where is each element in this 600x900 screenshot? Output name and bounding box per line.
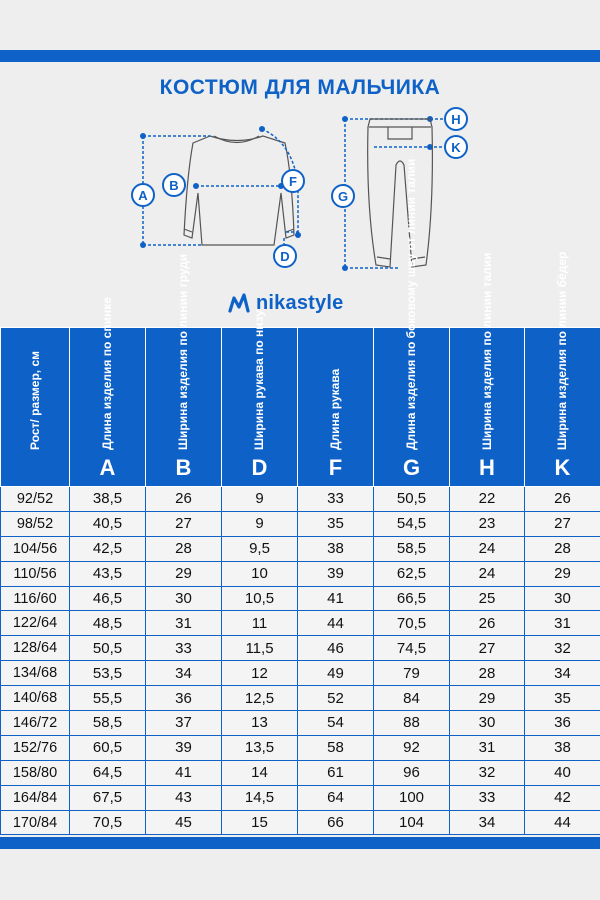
measurement-cell: 32 <box>525 636 600 661</box>
measurement-cell: 31 <box>450 735 525 760</box>
column-header <box>374 158 450 487</box>
measurement-cell: 38 <box>525 735 600 760</box>
badge-g <box>332 185 354 207</box>
column-header <box>146 253 222 487</box>
badge-f <box>282 170 304 192</box>
measurement-cell: 24 <box>450 561 525 586</box>
measurement-cell: 42 <box>525 785 600 810</box>
measurement-cell: 58,5 <box>70 711 146 736</box>
measurement-cell: 33 <box>298 487 374 512</box>
column-header-label: Ширина изделия по линии бёдер <box>555 251 569 450</box>
measurement-cell: 37 <box>146 711 222 736</box>
measurement-cell: 46 <box>298 636 374 661</box>
measurement-cell: 23 <box>450 511 525 536</box>
measurement-cell: 92 <box>374 735 450 760</box>
svg-text:A: A <box>138 188 148 203</box>
measurement-cell: 84 <box>374 686 450 711</box>
measurement-cell: 31 <box>146 611 222 636</box>
measurement-cell: 44 <box>525 810 600 835</box>
measurement-cell: 32 <box>450 760 525 785</box>
table-row <box>1 760 600 785</box>
column-header <box>70 297 146 487</box>
measurement-cell: 40,5 <box>70 511 146 536</box>
column-header-label: Длина изделия по спинке <box>100 297 114 450</box>
column-header <box>1 328 70 487</box>
measurement-cell: 27 <box>146 511 222 536</box>
measurement-cell: 66,5 <box>374 586 450 611</box>
size-cell: 158/80 <box>1 760 70 785</box>
column-header <box>525 251 600 487</box>
top-accent-bar <box>0 50 600 62</box>
svg-text:D: D <box>280 249 290 264</box>
measurement-cell: 100 <box>374 785 450 810</box>
table-row <box>1 686 600 711</box>
table-row <box>1 487 600 512</box>
measurement-cell: 67,5 <box>70 785 146 810</box>
measurement-cell: 14 <box>222 760 298 785</box>
svg-text:B: B <box>169 178 179 193</box>
measurement-cell: 15 <box>222 810 298 835</box>
size-cell: 146/72 <box>1 711 70 736</box>
measurement-cell: 10,5 <box>222 586 298 611</box>
badge-h <box>445 108 467 130</box>
measurement-cell: 25 <box>450 586 525 611</box>
badge-b <box>163 174 185 196</box>
size-cell: 140/68 <box>1 686 70 711</box>
measurement-cell: 9 <box>222 511 298 536</box>
measurement-cell: 35 <box>525 686 600 711</box>
measurement-cell: 13,5 <box>222 735 298 760</box>
badge-k <box>445 136 467 158</box>
table-row <box>1 586 600 611</box>
column-header-letter: H <box>479 455 495 480</box>
measurement-cell: 31 <box>525 611 600 636</box>
column-header-letter: K <box>554 455 571 480</box>
measurement-cell: 28 <box>450 661 525 686</box>
measurement-cell: 36 <box>525 711 600 736</box>
measurement-cell: 38,5 <box>70 487 146 512</box>
measurement-cell: 30 <box>450 711 525 736</box>
measurement-cell: 41 <box>298 586 374 611</box>
table-row <box>1 735 600 760</box>
measurement-cell: 33 <box>450 785 525 810</box>
measurement-cell: 58 <box>298 735 374 760</box>
measurement-cell: 61 <box>298 760 374 785</box>
measurement-cell: 45 <box>146 810 222 835</box>
measurement-cell: 22 <box>450 487 525 512</box>
measurement-cell: 29 <box>525 561 600 586</box>
measurement-cell: 30 <box>146 586 222 611</box>
size-cell: 164/84 <box>1 785 70 810</box>
measurement-cell: 79 <box>374 661 450 686</box>
measurement-cell: 28 <box>146 536 222 561</box>
size-cell: 98/52 <box>1 511 70 536</box>
measurement-cell: 33 <box>146 636 222 661</box>
measurement-cell: 26 <box>525 487 600 512</box>
measurement-cell: 41 <box>146 760 222 785</box>
size-cell: 152/76 <box>1 735 70 760</box>
measurement-cell: 26 <box>450 611 525 636</box>
measurement-cell: 60,5 <box>70 735 146 760</box>
table-body <box>1 487 600 835</box>
brand-logo <box>228 288 343 318</box>
measurement-cell: 36 <box>146 686 222 711</box>
size-cell: 128/64 <box>1 636 70 661</box>
measurement-cell: 48,5 <box>70 611 146 636</box>
size-cell: 170/84 <box>1 810 70 835</box>
pants-illustration <box>368 119 433 267</box>
column-header-letter: F <box>328 455 343 480</box>
svg-text:F: F <box>289 174 297 189</box>
column-header-label: Длина изделия по боковому шву от линии талии <box>404 158 418 450</box>
measurement-cell: 14,5 <box>222 785 298 810</box>
measurement-cell: 34 <box>525 661 600 686</box>
badge-a <box>132 184 154 206</box>
size-cell: 122/64 <box>1 611 70 636</box>
measurement-cell: 29 <box>146 561 222 586</box>
column-header-letter: A <box>99 455 116 480</box>
measurement-cell: 42,5 <box>70 536 146 561</box>
measurement-cell: 70,5 <box>70 810 146 835</box>
measurement-cell: 35 <box>298 511 374 536</box>
shirt-illustration <box>184 136 294 245</box>
measurement-cell: 34 <box>450 810 525 835</box>
measurement-cell: 24 <box>450 536 525 561</box>
page-title: КОСТЮМ ДЛЯ МАЛЬЧИКА <box>159 76 441 99</box>
measurement-cell: 104 <box>374 810 450 835</box>
size-cell: 104/56 <box>1 536 70 561</box>
size-cell: 116/60 <box>1 586 70 611</box>
measurement-cell: 54,5 <box>374 511 450 536</box>
size-cell: 134/68 <box>1 661 70 686</box>
table-row <box>1 636 600 661</box>
measurement-cell: 9 <box>222 487 298 512</box>
measurement-cell: 70,5 <box>374 611 450 636</box>
column-header-label: Ширина изделия по линии талии <box>479 252 494 450</box>
measurement-cell: 64 <box>298 785 374 810</box>
measurement-cell: 46,5 <box>70 586 146 611</box>
bottom-accent-bar <box>0 837 600 849</box>
measurement-cell: 88 <box>374 711 450 736</box>
table-row <box>1 611 600 636</box>
measurement-cell: 50,5 <box>70 636 146 661</box>
measurement-cell: 27 <box>525 511 600 536</box>
measurement-cell: 29 <box>450 686 525 711</box>
measurement-cell: 12,5 <box>222 686 298 711</box>
column-header-label: Ширина изделия по линии груди <box>176 253 190 450</box>
column-header-letter: D <box>251 455 268 480</box>
svg-text:K: K <box>451 140 461 155</box>
column-header-label: Рост/ размер, см <box>27 350 42 450</box>
table-row <box>1 661 600 686</box>
measurement-cell: 55,5 <box>70 686 146 711</box>
measurement-cell: 64,5 <box>70 760 146 785</box>
size-cell: 92/52 <box>1 487 70 512</box>
table-row <box>1 711 600 736</box>
measurement-cell: 44 <box>298 611 374 636</box>
measurement-cell: 62,5 <box>374 561 450 586</box>
measurement-cell: 58,5 <box>374 536 450 561</box>
measurement-cell: 38 <box>298 536 374 561</box>
svg-text:H: H <box>451 112 461 127</box>
measurement-cell: 43 <box>146 785 222 810</box>
measurement-cell: 53,5 <box>70 661 146 686</box>
measurement-cell: 49 <box>298 661 374 686</box>
measurement-cell: 11,5 <box>222 636 298 661</box>
table-row <box>1 785 600 810</box>
table-row <box>1 810 600 835</box>
measurement-cell: 43,5 <box>70 561 146 586</box>
column-header-letter: G <box>402 455 421 480</box>
measurement-cell: 34 <box>146 661 222 686</box>
measurement-cell: 52 <box>298 686 374 711</box>
measurement-cell: 12 <box>222 661 298 686</box>
measurement-cell: 13 <box>222 711 298 736</box>
measurement-cell: 39 <box>298 561 374 586</box>
measurement-cell: 26 <box>146 487 222 512</box>
measurement-cell: 39 <box>146 735 222 760</box>
table-row <box>1 511 600 536</box>
measurement-cell: 54 <box>298 711 374 736</box>
size-cell: 110/56 <box>1 561 70 586</box>
measurement-cell: 27 <box>450 636 525 661</box>
column-header-label: Длина рукава <box>328 368 342 450</box>
measurement-cell: 50,5 <box>374 487 450 512</box>
measurement-cell: 74,5 <box>374 636 450 661</box>
table-row <box>1 536 600 561</box>
measurement-cell: 11 <box>222 611 298 636</box>
measurement-cell: 30 <box>525 586 600 611</box>
column-header <box>222 309 298 487</box>
table-row <box>1 561 600 586</box>
measurement-cell: 40 <box>525 760 600 785</box>
measurement-cell: 9,5 <box>222 536 298 561</box>
measurement-cell: 28 <box>525 536 600 561</box>
measurement-cell: 66 <box>298 810 374 835</box>
measurement-cell: 10 <box>222 561 298 586</box>
column-header-label: Ширина рукава по низу <box>252 309 266 450</box>
badge-d <box>274 245 296 267</box>
garment-diagram <box>0 105 600 280</box>
brand-name: nikastyle <box>256 291 344 314</box>
svg-text:G: G <box>337 189 349 204</box>
column-header <box>298 328 374 487</box>
nikastyle-logo-icon <box>228 292 250 314</box>
column-header <box>450 252 525 487</box>
header-row <box>1 328 600 487</box>
column-header-letter: B <box>175 455 192 480</box>
measurement-cell: 96 <box>374 760 450 785</box>
